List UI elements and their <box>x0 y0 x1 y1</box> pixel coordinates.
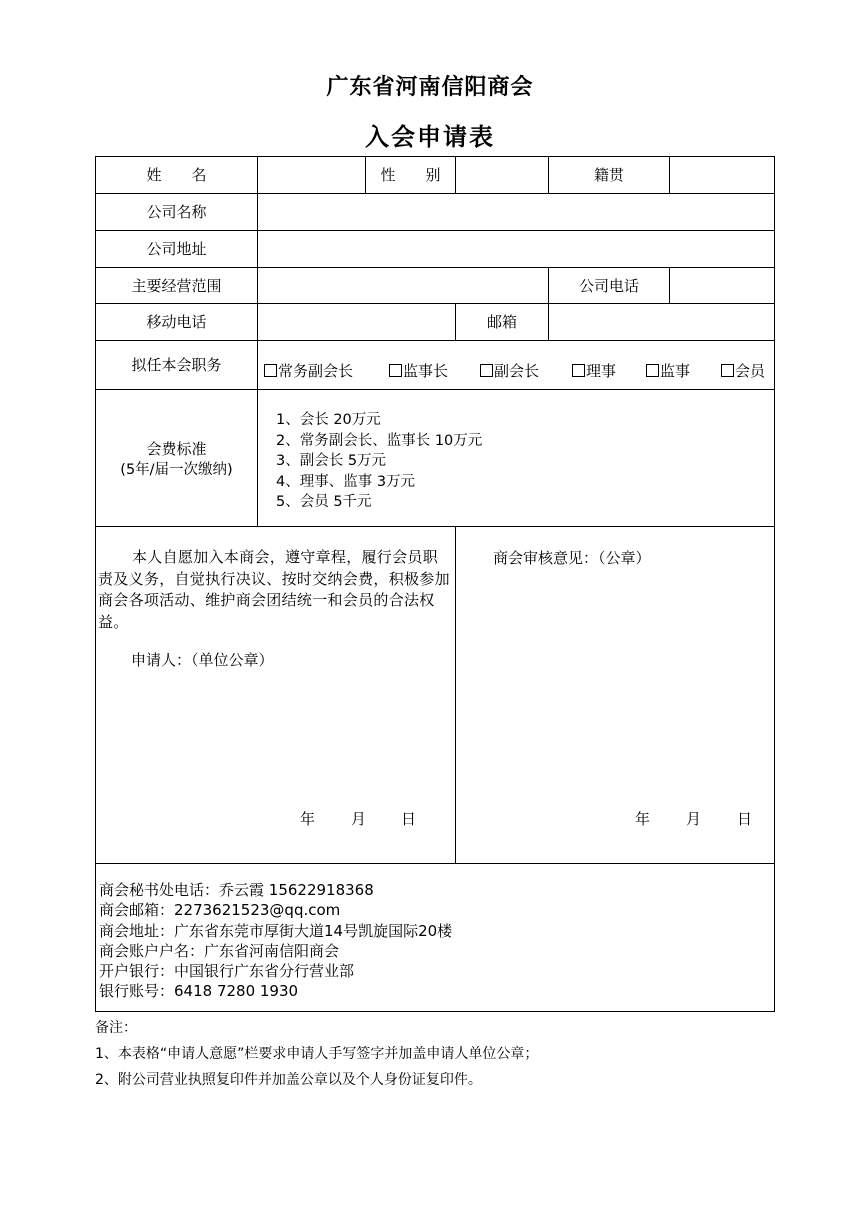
row-divider <box>95 863 775 864</box>
info-bank: 开户银行：中国银行广东省分行营业部 <box>99 962 355 981</box>
fee-item: 3、副会长 5万元 <box>276 453 387 469</box>
association-name: 广东省河南信阳商会 <box>326 75 534 100</box>
review-label: 商会审核意见：（公章） <box>493 549 651 567</box>
email-field[interactable] <box>550 305 773 338</box>
applicant-date-day: 日 <box>401 810 417 828</box>
checkbox-icon <box>646 364 659 377</box>
row-divider <box>95 340 775 341</box>
review-date-day: 日 <box>737 810 753 828</box>
fee-item: 5、会员 5千元 <box>276 494 372 510</box>
applicant-date-month: 月 <box>351 810 367 828</box>
checkbox-icon <box>480 364 493 377</box>
hometown-label: 籍贯 <box>593 166 624 184</box>
review-date-month: 月 <box>686 810 702 828</box>
company-phone-label: 公司电话 <box>578 277 639 295</box>
row-divider <box>95 526 775 527</box>
fee-label: 会费标准 <box>146 440 207 458</box>
declaration-text: 本人自愿加入本商会，遵守章程，履行会员职责及义务，自觉执行决议、按时交纳会费，积极参加商会各项活动、维护商会团结统一和会员的合法权益。 <box>98 548 450 631</box>
applicant-date-year: 年 <box>300 810 316 828</box>
column-divider <box>455 156 456 193</box>
fee-note: (5年/届一次缴纳) <box>120 462 233 478</box>
email-label: 邮箱 <box>486 313 517 331</box>
note-item: 1、本表格“申请人意愿”栏要求申请人手写签字并加盖申请人单位公章； <box>95 1046 539 1062</box>
info-email: 商会邮箱：2273621523@qq.com <box>99 901 341 920</box>
association-info <box>99 880 452 1002</box>
position-option-director[interactable]: 理事 <box>572 360 616 381</box>
hometown-field[interactable] <box>671 158 773 191</box>
info-account-number: 银行账号：6418 7280 1930 <box>99 982 299 1001</box>
position-option-vice-president[interactable]: 副会长 <box>480 360 539 381</box>
position-label: 拟任本会职务 <box>131 356 222 374</box>
row-divider <box>95 230 775 231</box>
name-field[interactable] <box>259 158 363 191</box>
checkbox-icon <box>389 364 402 377</box>
checkbox-icon <box>264 364 277 377</box>
company-address-field[interactable] <box>259 232 773 265</box>
position-option-chief-supervisor[interactable]: 监事长 <box>389 360 448 381</box>
review-date-year: 年 <box>635 810 651 828</box>
gender-field[interactable] <box>457 158 546 191</box>
notes-heading: 备注： <box>95 1020 137 1036</box>
applicant-signature-area[interactable] <box>97 680 453 800</box>
review-opinion-area[interactable] <box>457 580 773 800</box>
fee-item: 4、理事、监事 3万元 <box>276 473 416 490</box>
mobile-label: 移动电话 <box>146 313 207 331</box>
fee-item: 2、常务副会长、监事长 10万元 <box>276 432 483 449</box>
gender-label: 性 别 <box>380 166 441 184</box>
company-name-label: 公司名称 <box>146 203 207 221</box>
form-title: 入会申请表 <box>365 123 495 151</box>
checkbox-icon <box>721 364 734 377</box>
position-option-supervisor[interactable]: 监事 <box>646 360 690 381</box>
row-divider <box>95 193 775 194</box>
column-divider <box>257 156 258 526</box>
row-divider <box>95 389 775 390</box>
column-divider <box>669 156 670 193</box>
column-divider <box>455 526 456 863</box>
name-label: 姓 名 <box>146 166 207 184</box>
position-option-executive-vice-president[interactable]: 常务副会长 <box>264 360 353 381</box>
position-option-member[interactable]: 会员 <box>721 360 765 381</box>
note-item: 2、附公司营业执照复印件并加盖公章以及个人身份证复印件。 <box>95 1072 482 1088</box>
business-scope-field[interactable] <box>259 269 546 301</box>
column-divider <box>548 303 549 340</box>
fee-item: 1、会长 20万元 <box>276 412 381 428</box>
company-address-label: 公司地址 <box>146 240 207 258</box>
row-divider <box>95 267 775 268</box>
business-scope-label: 主要经营范围 <box>131 277 222 295</box>
mobile-field[interactable] <box>259 305 453 338</box>
info-account-name: 商会账户户名：广东省河南信阳商会 <box>99 941 340 960</box>
info-address: 商会地址：广东省东莞市厚街大道14号凯旋国际20楼 <box>99 921 453 940</box>
applicant-label: 申请人：（单位公章） <box>131 651 274 669</box>
info-secretariat-phone: 商会秘书处电话：乔云霞 15622918368 <box>99 881 374 899</box>
column-divider <box>669 267 670 303</box>
company-phone-field[interactable] <box>671 269 773 301</box>
company-name-field[interactable] <box>259 195 773 228</box>
checkbox-icon <box>572 364 585 377</box>
row-divider <box>95 303 775 304</box>
fee-schedule-list <box>276 410 482 513</box>
